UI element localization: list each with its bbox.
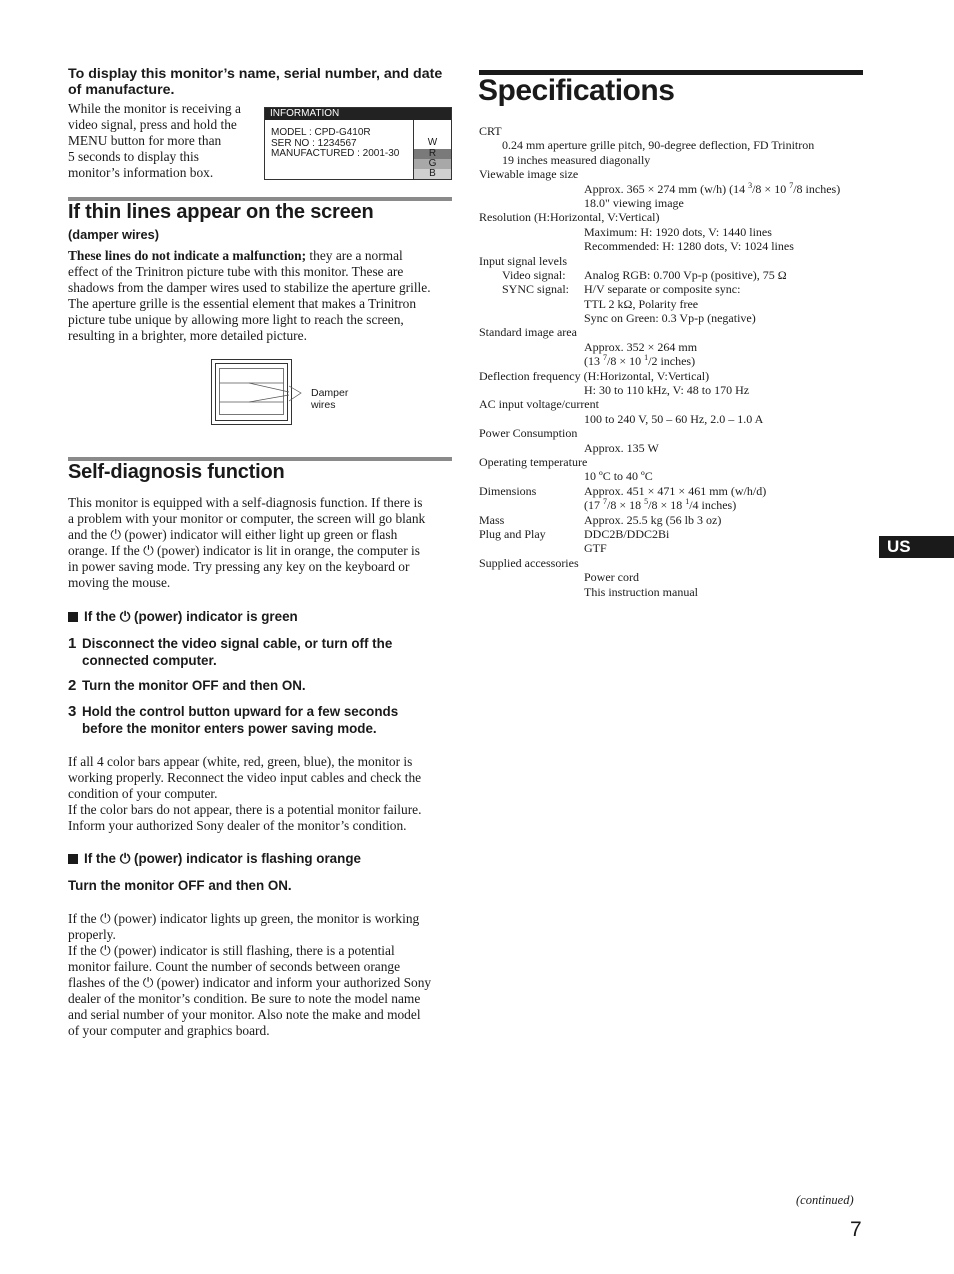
color-g: G — [414, 159, 451, 169]
information-box-text — [271, 128, 399, 160]
step-2: 2 Turn the monitor OFF and then ON. — [68, 677, 306, 694]
orange-result: If the ⏻ (power) indicator lights up green, the monitor is working properly. If the ⏻ (power) indicator is still flashing, there is a potential monitor failure. Count the number of seconds between orange flashes of the ⏻ (power) indicator and inform your authorized Sony dealer of the monitor’s condition. Be sure to note the model name and serial number of your monitor. Also note the make and model of your computer and graphics board. — [68, 911, 432, 1038]
continued-note: (continued) — [796, 1193, 854, 1207]
information-box-title: INFORMATION — [265, 108, 451, 120]
page-number: 7 — [850, 1218, 862, 1241]
model-line: MODEL : CPD-G410R — [271, 127, 371, 138]
info-body: While the monitor is receiving a video signal, press and hold the MENU button for more than 5 seconds to display this monitor’s information box. — [68, 101, 241, 180]
square-bullet-icon — [68, 854, 78, 864]
thin-lines-title: If thin lines appear on the screen — [68, 201, 374, 223]
thin-lines-body: These lines do not indicate a malfunction; they are a normal effect of the Trinitron picture tube with this monitor. These are shadows from the damper wires used to stabilize the aperture grille. The aperture grille is the essential element that makes a Trinitron picture tube unique by allowing more light to reach the screen, resulting in a brighter, more detailed picture. — [68, 248, 431, 343]
manufactured-line: MANUFACTURED : 2001-30 — [271, 148, 400, 159]
specifications-list: CRT 0.24 mm aperture grille pitch, 90-degree deflection, FD Trinitron 19 inches measured diagonally Viewable image size Approx. 365 × 274 mm (w/h) (14 $^3$/8 × 10 $^7$/8 inches) 18.0" viewing image Resolution (H:Horizontal, V:Vertical) Maximum: H: 1920 dots, V: 1440 lines Recommended: H: 1280 dots, V: 1024 lines Input signal levels Video signal: Analog RGB: 0.700 Vp-p (positive), 75 Ω SYNC signal: H/V separate or composite sync: TTL 2 kΩ, Polarity free Sync on Green: 0.3 Vp-p (negative) Standard image area Approx. 352 × 264 mm (13 $^7$/8 × 10 $^1$/2 inches) Deflection frequency (H:Horizontal, V:Vertical) H: 30 to 110 kHz, V: 48 to 170 Hz AC input voltage/current 100 to 240 V, 50 – 60 Hz, 2.0 – 1.0 A Power Consumption Approx. 135 W Operating temperature 10 ºC to 40 ºC Dimensions Approx. 451 × 471 × 461 mm (w/h/d) (17 $^7$/8 × 18 $^5$/8 × 18 $^1$/4 inches) Mass Approx. 25.5 kg (56 lb 3 oz) Plug and Play DDC2B/DDC2Bi GTF Supplied accessories Power cord This instruction manual — [479, 124, 841, 599]
thin-lines-bold-lead: These lines do not indicate a malfunction; — [68, 248, 307, 263]
language-tab-us: US — [879, 536, 954, 558]
green-result: If all 4 color bars appear (white, red, green, blue), the monitor is working properly. Reconnect the video input cables and check the condition of your computer. If the color bars do not appear, there is a potential monitor failure. Inform your authorized Sony dealer of the monitor’s condition. — [68, 754, 422, 833]
info-heading: To display this monitor’s name, serial number, and date of manufacture. — [68, 66, 443, 98]
green-indicator-heading: If the ⏻ (power) indicator is green — [68, 609, 298, 625]
orange-indicator-heading: If the ⏻ (power) indicator is flashing orange — [68, 851, 361, 867]
color-w: W — [427, 137, 438, 148]
step-3: 3 Hold the control button upward for a few seconds before the monitor enters power saving mode. — [68, 703, 399, 736]
specifications-title: Specifications — [478, 74, 675, 107]
self-diagnosis-title: Self-diagnosis function — [68, 461, 285, 483]
self-diagnosis-intro: This monitor is equipped with a self-diagnosis function. If there is a problem with your monitor or computer, the screen will go blank and the ⏻ (power) indicator will either light up green or flash orange. If the ⏻ (power) indicator is lit in orange, the computer is in power saving mode. Try pressing any key on the keyboard or moving the mouse. — [68, 495, 426, 590]
orange-step: Turn the monitor OFF and then ON. — [68, 878, 292, 893]
thin-lines-subtitle: (damper wires) — [68, 227, 160, 242]
step-1: 1 Disconnect the video signal cable, or turn off the connected computer. — [68, 635, 393, 668]
damper-label: Damper wires — [311, 387, 349, 411]
color-r: R — [414, 149, 451, 159]
square-bullet-icon — [68, 612, 78, 622]
serial-line: SER NO : 1234567 — [271, 137, 357, 149]
color-b: B — [414, 169, 451, 179]
color-bar-column — [413, 120, 451, 179]
information-box — [264, 107, 452, 180]
